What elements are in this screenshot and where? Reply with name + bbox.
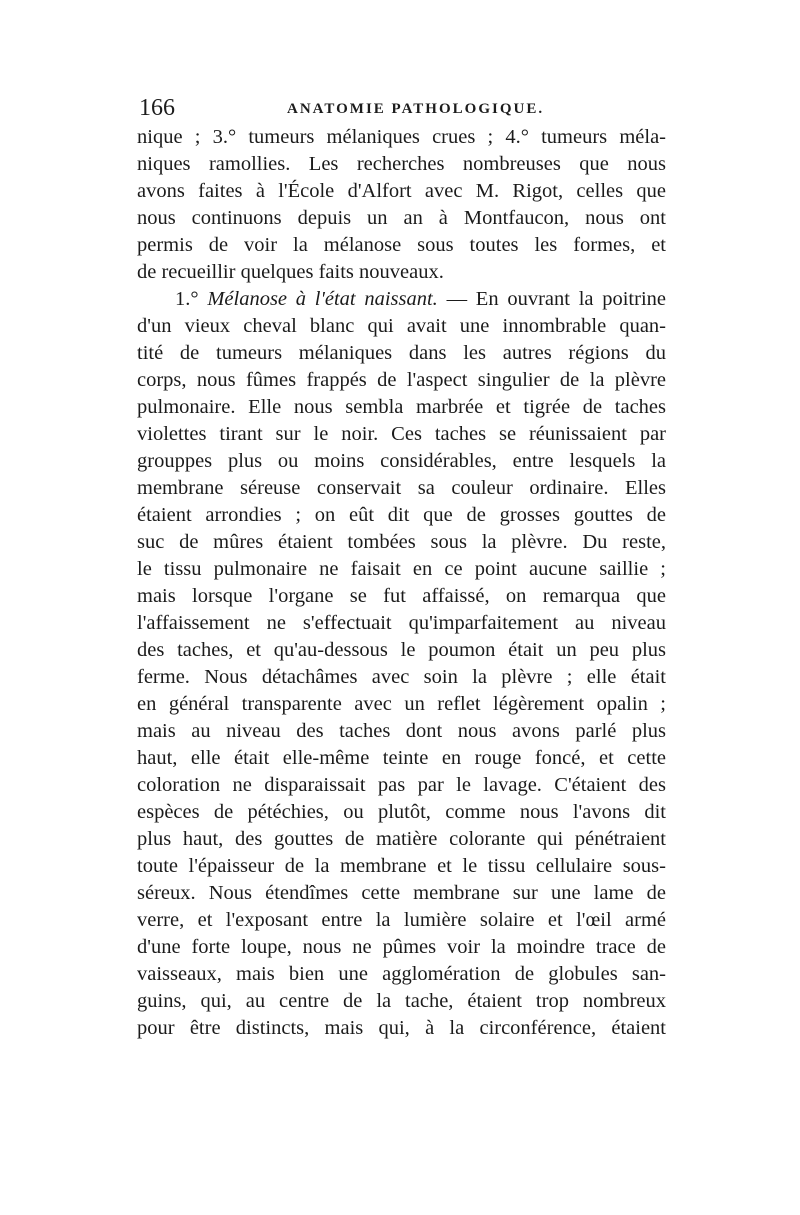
text-line: membrane séreuse conservait sa couleur ordinaire. Elles <box>137 477 666 499</box>
text-line: mais lorsque l'organe se fut affaissé, on remarqua que <box>137 585 666 607</box>
section-number: 1.° <box>175 288 199 310</box>
text-line: tité de tumeurs mélaniques dans les autres régions du <box>137 342 666 364</box>
text-line: grouppes plus ou moins considérables, entre lesquels la <box>137 450 666 472</box>
section-heading-line <box>137 286 666 313</box>
text-line: d'un vieux cheval blanc qui avait une innombrable quan- <box>137 315 666 337</box>
body-text <box>137 124 666 1042</box>
text-line: l'affaissement ne s'effectuait qu'imparfaitement au niveau <box>137 612 666 634</box>
text-line: le tissu pulmonaire ne faisait en ce point aucune saillie ; <box>137 558 666 580</box>
text-line: mais au niveau des taches dont nous avons parlé plus <box>137 720 666 742</box>
text-line: en général transparente avec un reflet légèrement opalin ; <box>137 693 666 715</box>
text-line: toute l'épaisseur de la membrane et le tissu cellulaire sous- <box>137 855 666 877</box>
text-line: pour être distincts, mais qui, à la circonférence, étaient <box>137 1017 666 1039</box>
text-line: coloration ne disparaissait pas par le lavage. C'étaient des <box>137 774 666 796</box>
text-line: espèces de pétéchies, ou plutôt, comme nous l'avons dit <box>137 801 666 823</box>
text-line: ferme. Nous détachâmes avec soin la plèvre ; elle était <box>137 666 666 688</box>
section-heading-continuation: — En ouvrant la poitrine <box>446 288 666 310</box>
text-line: guins, qui, au centre de la tache, étaient trop nombreux <box>137 990 666 1012</box>
text-line: séreux. Nous étendîmes cette membrane sur une lame de <box>137 882 666 904</box>
text-line: niques ramollies. Les recherches nombreuses que nous <box>137 153 666 175</box>
text-line: des taches, et qu'au-dessous le poumon était un peu plus <box>137 639 666 661</box>
text-line: de recueillir quelques faits nouveaux. <box>137 261 444 283</box>
text-line: nous continuons depuis un an à Montfaucon, nous ont <box>137 207 666 229</box>
page-header <box>137 93 667 123</box>
section-title: Mélanose à l'état naissant. <box>207 288 438 310</box>
text-line: violettes tirant sur le noir. Ces taches se réunissaient par <box>137 423 666 445</box>
text-line: d'une forte loupe, nous ne pûmes voir la moindre trace de <box>137 936 666 958</box>
text-line: verre, et l'exposant entre la lumière solaire et l'œil armé <box>137 909 666 931</box>
text-line: haut, elle était elle-même teinte en rouge foncé, et cette <box>137 747 666 769</box>
text-line: pulmonaire. Elle nous sembla marbrée et tigrée de taches <box>137 396 666 418</box>
text-line: corps, nous fûmes frappés de l'aspect singulier de la plèvre <box>137 369 666 391</box>
page-number: 166 <box>139 95 175 121</box>
text-line: étaient arrondies ; on eût dit que de grosses gouttes de <box>137 504 666 526</box>
text-line: nique ; 3.° tumeurs mélaniques crues ; 4.° tumeurs méla- <box>137 126 666 148</box>
text-line: suc de mûres étaient tombées sous la plèvre. Du reste, <box>137 531 666 553</box>
text-line: permis de voir la mélanose sous toutes les formes, et <box>137 234 666 256</box>
running-head: ANATOMIE PATHOLOGIQUE. <box>287 101 545 117</box>
text-line: avons faites à l'École d'Alfort avec M. Rigot, celles que <box>137 180 666 202</box>
text-line: plus haut, des gouttes de matière colorante qui pénétraient <box>137 828 666 850</box>
text-line: vaisseaux, mais bien une agglomération de globules san- <box>137 963 666 985</box>
